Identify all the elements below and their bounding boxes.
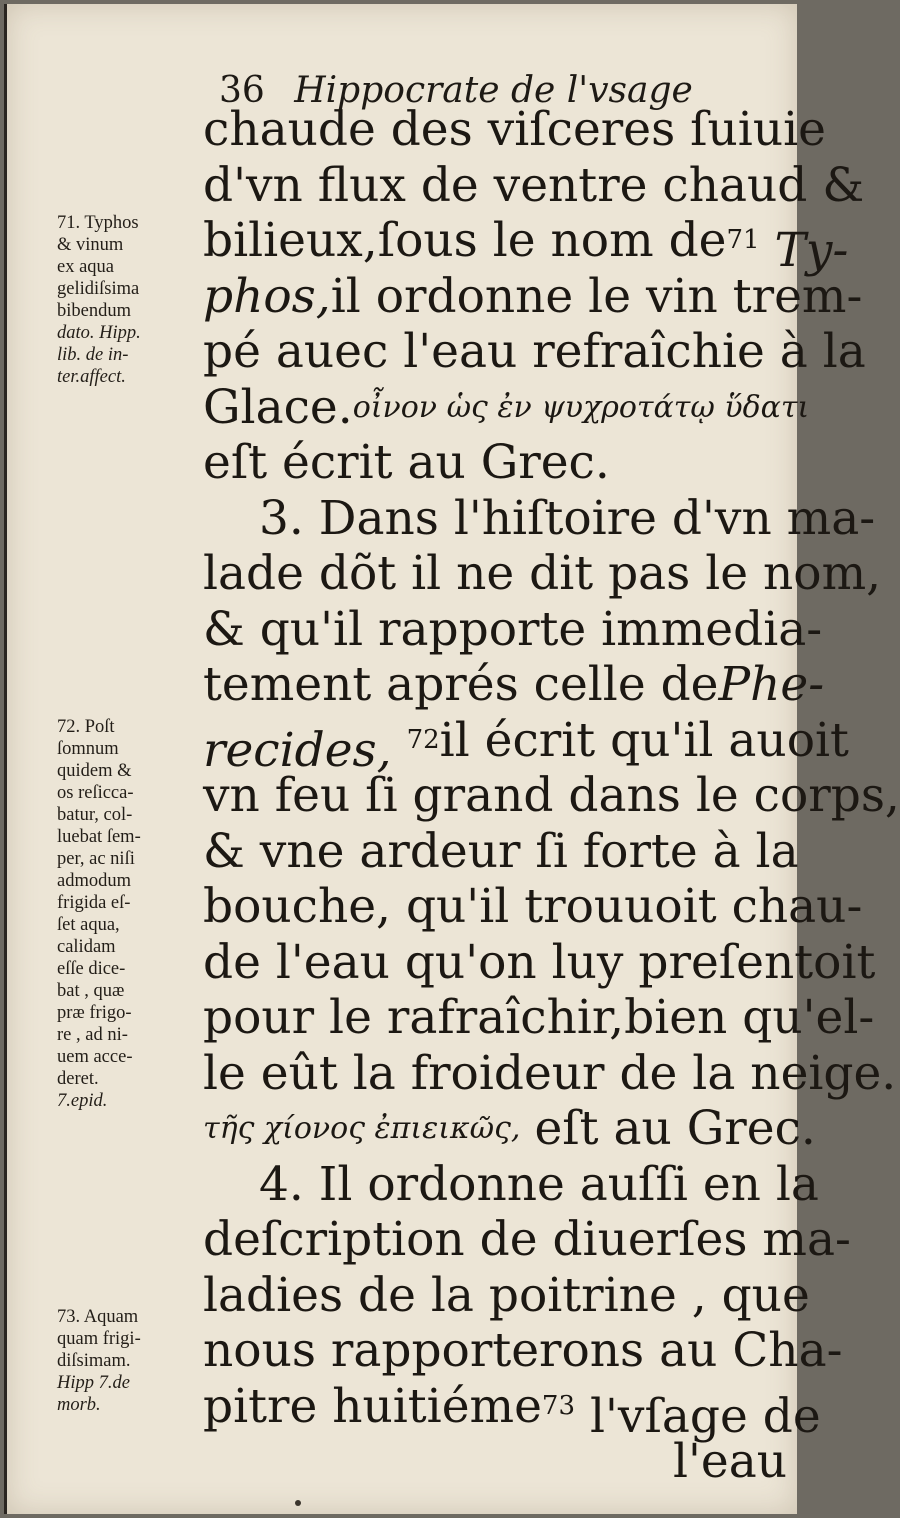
line-text: l'eau (672, 1434, 787, 1489)
line-text: de l'eau qu'on luy preſentoit (203, 934, 876, 990)
line-text: tement aprés celle de (203, 657, 719, 712)
line-text: bilieux,ſous le nom de (203, 213, 727, 268)
line-text: pé auec l'eau refraîchie à la (203, 324, 866, 379)
note-ref: 72 (406, 724, 440, 755)
line-text: eſt au Grec. (534, 1101, 816, 1156)
text-line (203, 1323, 843, 1379)
greek-quote: τῆς χίονος ἐπιεικῶς, (203, 1111, 521, 1146)
text-line (203, 490, 876, 547)
page-number: 36 (219, 70, 265, 111)
italic-term: Phe- (718, 657, 825, 712)
line-text: eſt écrit au Grec. (203, 435, 610, 490)
line-text: nous rapporterons au Cha- (203, 1323, 843, 1378)
text-line (203, 1378, 821, 1444)
text-line (203, 1267, 810, 1324)
line-text: 4. Il ordonne auſſi en la (259, 1156, 819, 1212)
text-line (203, 1101, 816, 1157)
line-text: lade dõt il ne dit pas le nom, (203, 546, 882, 601)
text-line (203, 213, 849, 278)
ink-dot (295, 1500, 301, 1506)
body-text (203, 102, 900, 1490)
margin-note-73: 73. Aquam quam frigi- diſsimam. Hipp 7.de morb. (57, 1307, 141, 1415)
text-line (203, 324, 866, 380)
line-text: & vne ardeur ſi forte à la (203, 823, 799, 879)
note-ref: 71 (726, 225, 760, 255)
running-title: Hippocrate de l'vsage (294, 70, 693, 111)
margin-note-71: 71. Typhos & vinum ex aqua gelidiſsima bibendum dato. Hipp. lib. de in- ter.affect. (57, 213, 141, 387)
line-text: 3. Dans l'hiſtoire d'vn ma- (259, 490, 876, 546)
italic-term: phos, (203, 268, 331, 324)
text-line (203, 1212, 851, 1268)
text-line (203, 823, 799, 880)
italic-term: recides, (203, 722, 392, 778)
line-text: il écrit qu'il auoit (439, 712, 849, 768)
line-text: il ordonne le vin trem- (330, 268, 863, 324)
text-line (203, 712, 849, 778)
line-text: d'vn flux de ventre chaud & (203, 157, 865, 213)
text-line (203, 601, 823, 658)
text-line (203, 157, 865, 214)
line-text: pour le rafraîchir,bien qu'el- (203, 990, 875, 1045)
text-line (203, 768, 900, 824)
text-line (203, 379, 810, 436)
text-line (203, 1045, 897, 1102)
catchword (203, 1434, 787, 1490)
italic-term: Ty- (774, 223, 849, 278)
line-text: ladies de la poitrine , que (203, 1267, 810, 1323)
text-line (203, 934, 876, 991)
greek-quote: οἶνον ὡς ἐν ψυχροτάτῳ ὕδατι (352, 389, 810, 425)
line-text: vn feu ſi grand dans le corps, (203, 768, 900, 823)
book-page (4, 4, 900, 1514)
line-text: & qu'il rapporte immedia- (203, 601, 823, 657)
line-text: bouche, qu'il trouuoit chau- (203, 879, 863, 934)
text-line (203, 990, 875, 1046)
text-line (203, 435, 787, 491)
line-text: Glace. (203, 379, 353, 435)
margin-note-72: 72. Poſt ſomnum quidem & os reſicca- batur, col- luebat ſem- per, ac niſi admodum frigida eſ- ſet aqua, calidam eſſe dice- bat , quæ præ frigo- re , ad ni- uem acce- deret. 7.epid. (57, 717, 141, 1111)
text-line (203, 546, 882, 602)
line-text: deſcription de diuerſes ma- (203, 1212, 851, 1267)
text-line (203, 1156, 819, 1213)
line-text: l'vſage de (589, 1388, 821, 1444)
text-line (203, 102, 826, 158)
line-text: chaude des viſceres ſuiuie (203, 102, 826, 157)
line-text: pitre huitiéme (203, 1378, 542, 1434)
line-text: le eût la froideur de la neige. (203, 1045, 897, 1101)
text-line (203, 657, 825, 713)
text-line (203, 268, 863, 325)
note-ref: 73 (541, 1390, 576, 1421)
text-line (203, 879, 863, 935)
